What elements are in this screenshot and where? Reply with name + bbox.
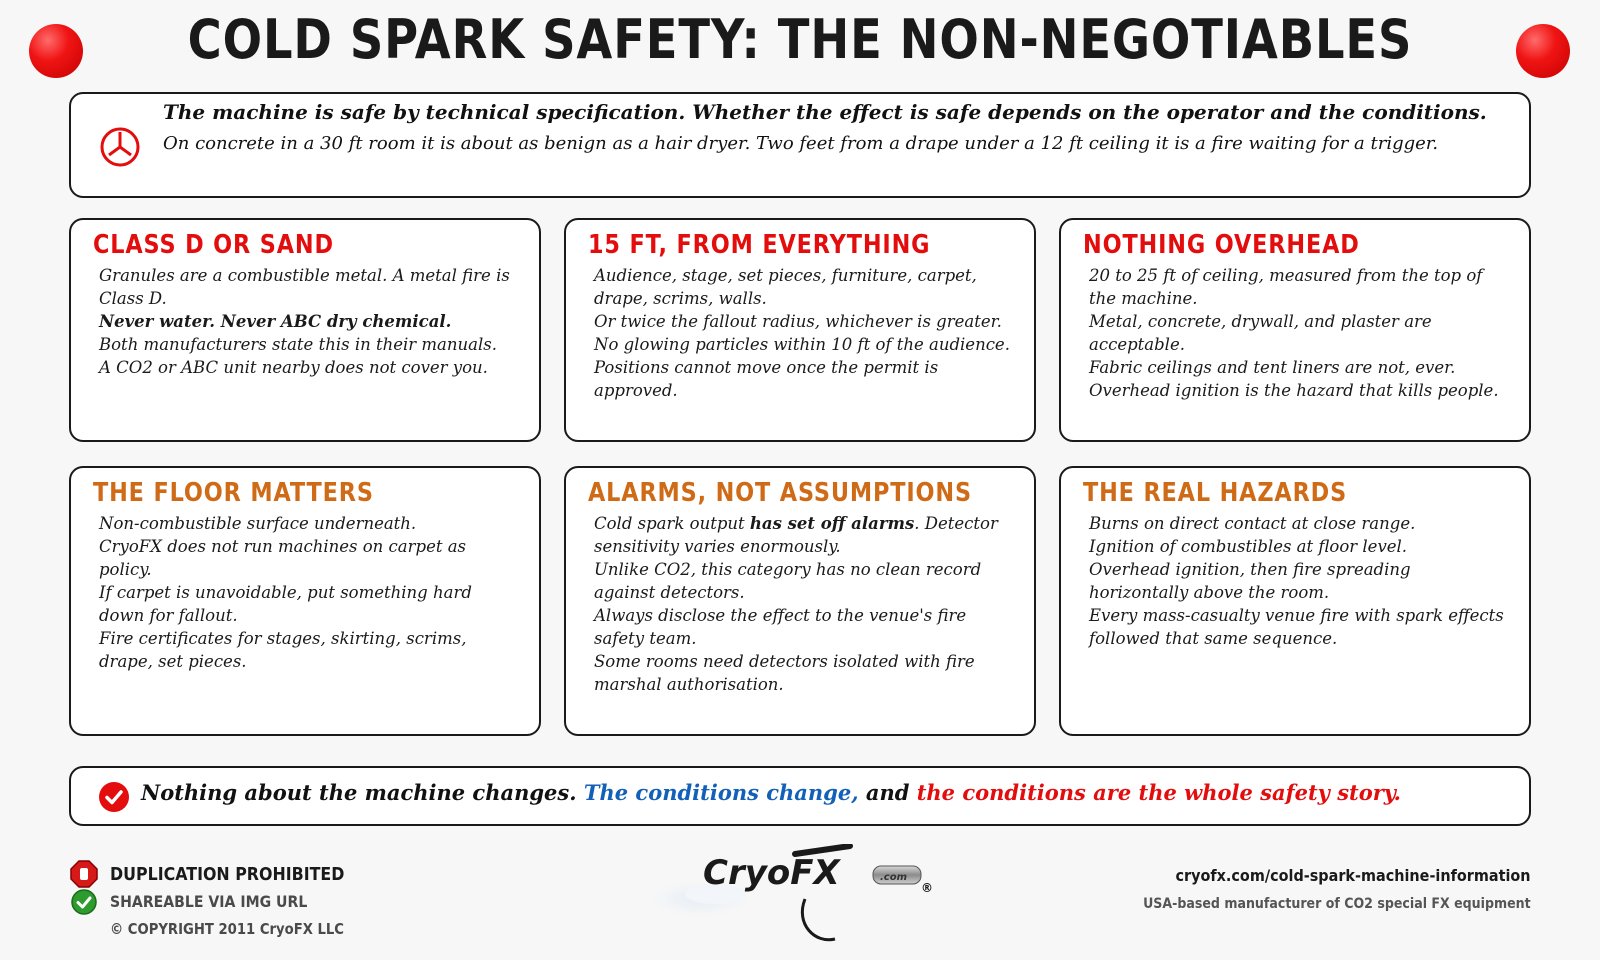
card-title: ALARMS, NOT ASSUMPTIONS bbox=[588, 478, 972, 508]
card-line: Unlike CO2, this category has no clean record against detectors. bbox=[594, 560, 982, 602]
company-tagline: USA-based manufacturer of CO2 special FX equipment bbox=[1143, 896, 1531, 912]
intro-lead: The machine is safe by technical specification. Whether the effect is safe depends on the operator and the conditions. bbox=[163, 100, 1487, 124]
card-title: THE FLOOR MATTERS bbox=[93, 478, 374, 508]
card-line: Fabric ceilings and tent liners are not, ever. bbox=[1089, 358, 1456, 377]
summary-part-3: and bbox=[865, 780, 910, 805]
card-line-part: Cold spark output bbox=[594, 514, 750, 533]
card-line: Audience, stage, set pieces, furniture, carpet, drape, scrims, walls. bbox=[594, 266, 977, 308]
card-line: A CO2 or ABC unit nearby does not cover you. bbox=[99, 358, 488, 377]
card-line: Granules are a combustible metal. A metal fire is Class D. bbox=[99, 266, 510, 308]
summary-text bbox=[141, 780, 1401, 805]
card-line: Every mass-casualty venue fire with spark effects followed that same sequence. bbox=[1089, 606, 1504, 648]
card-line: Always disclose the effect to the venue's fire safety team. bbox=[594, 606, 967, 648]
card-title: THE REAL HAZARDS bbox=[1083, 478, 1348, 508]
card-line: CryoFX does not run machines on carpet as policy. bbox=[99, 537, 467, 579]
card-line: Ignition of combustibles at floor level. bbox=[1089, 537, 1408, 556]
notice-shareable-text: SHAREABLE VIA IMG URL bbox=[110, 892, 308, 911]
red-dot-left-icon bbox=[29, 24, 83, 78]
card-line: Overhead ignition is the hazard that kills people. bbox=[1089, 381, 1499, 400]
card-title: NOTHING OVERHEAD bbox=[1083, 230, 1360, 260]
card-line: Non-combustible surface underneath. bbox=[99, 514, 417, 533]
card-class-d bbox=[69, 218, 541, 442]
card-line: Positions cannot move once the permit is approved. bbox=[594, 358, 939, 400]
card-line-part: . Detector sensitivity varies enormously. bbox=[594, 514, 998, 556]
card-line bbox=[594, 512, 1014, 558]
card-nothing-overhead bbox=[1059, 218, 1531, 442]
cryofx-logo bbox=[655, 844, 955, 954]
summary-banner bbox=[69, 766, 1531, 826]
card-line: 20 to 25 ft of ceiling, measured from the top of the machine. bbox=[1089, 266, 1483, 308]
intro-text: On concrete in a 30 ft room it is about as benign as a hair dryer. Two feet from a drape under a 12 ft ceiling it is a fire waiting for a trigger. bbox=[163, 133, 1439, 154]
card-line: Or twice the fallout radius, whichever is greater. bbox=[594, 312, 1002, 331]
card-title: 15 FT, FROM EVERYTHING bbox=[588, 230, 931, 260]
website-link[interactable]: cryofx.com/cold-spark-machine-information bbox=[1175, 866, 1531, 885]
red-dot-right-icon bbox=[1516, 24, 1570, 78]
card-line: Fire certificates for stages, skirting, scrims, drape, set pieces. bbox=[99, 629, 467, 671]
summary-part-1: Nothing about the machine changes. bbox=[141, 780, 577, 805]
card-title: CLASS D OR SAND bbox=[93, 230, 334, 260]
card-line: Overhead ignition, then fire spreading horizontally above the room. bbox=[1089, 560, 1411, 602]
card-15ft bbox=[564, 218, 1036, 442]
notice-prohibited-text: DUPLICATION PROHIBITED bbox=[110, 864, 345, 885]
intro-panel bbox=[69, 92, 1531, 198]
card-line: No glowing particles within 10 ft of the audience. bbox=[594, 335, 1010, 354]
check-circle-icon bbox=[99, 782, 129, 812]
card-line: Metal, concrete, drywall, and plaster are acceptable. bbox=[1089, 312, 1432, 354]
logo-registered: ® bbox=[921, 881, 933, 895]
card-line: Some rooms need detectors isolated with fire marshal authorisation. bbox=[594, 652, 975, 694]
card-line-bold: Never water. Never ABC dry chemical. bbox=[99, 312, 452, 331]
card-alarms bbox=[564, 466, 1036, 736]
page-title: COLD SPARK SAFETY: THE NON-NEGOTIABLES bbox=[187, 8, 1413, 71]
summary-part-2: The conditions change, bbox=[583, 780, 859, 805]
summary-part-4: the conditions are the whole safety story. bbox=[916, 780, 1401, 805]
gauge-icon bbox=[99, 126, 141, 168]
stop-hand-icon bbox=[70, 860, 98, 888]
card-floor-matters bbox=[69, 466, 541, 736]
card-real-hazards bbox=[1059, 466, 1531, 736]
card-line-bold: has set off alarms bbox=[749, 514, 915, 533]
card-line: If carpet is unavoidable, put something hard down for fallout. bbox=[99, 583, 472, 625]
logo-suffix: .com bbox=[880, 872, 908, 883]
check-badge-icon bbox=[70, 888, 98, 916]
card-line: Burns on direct contact at close range. bbox=[1089, 514, 1416, 533]
logo-wordmark: CryoFX bbox=[703, 853, 840, 893]
card-line: Both manufacturers state this in their manuals. bbox=[99, 335, 497, 354]
notice-copyright-text: © COPYRIGHT 2011 CryoFX LLC bbox=[110, 920, 344, 938]
